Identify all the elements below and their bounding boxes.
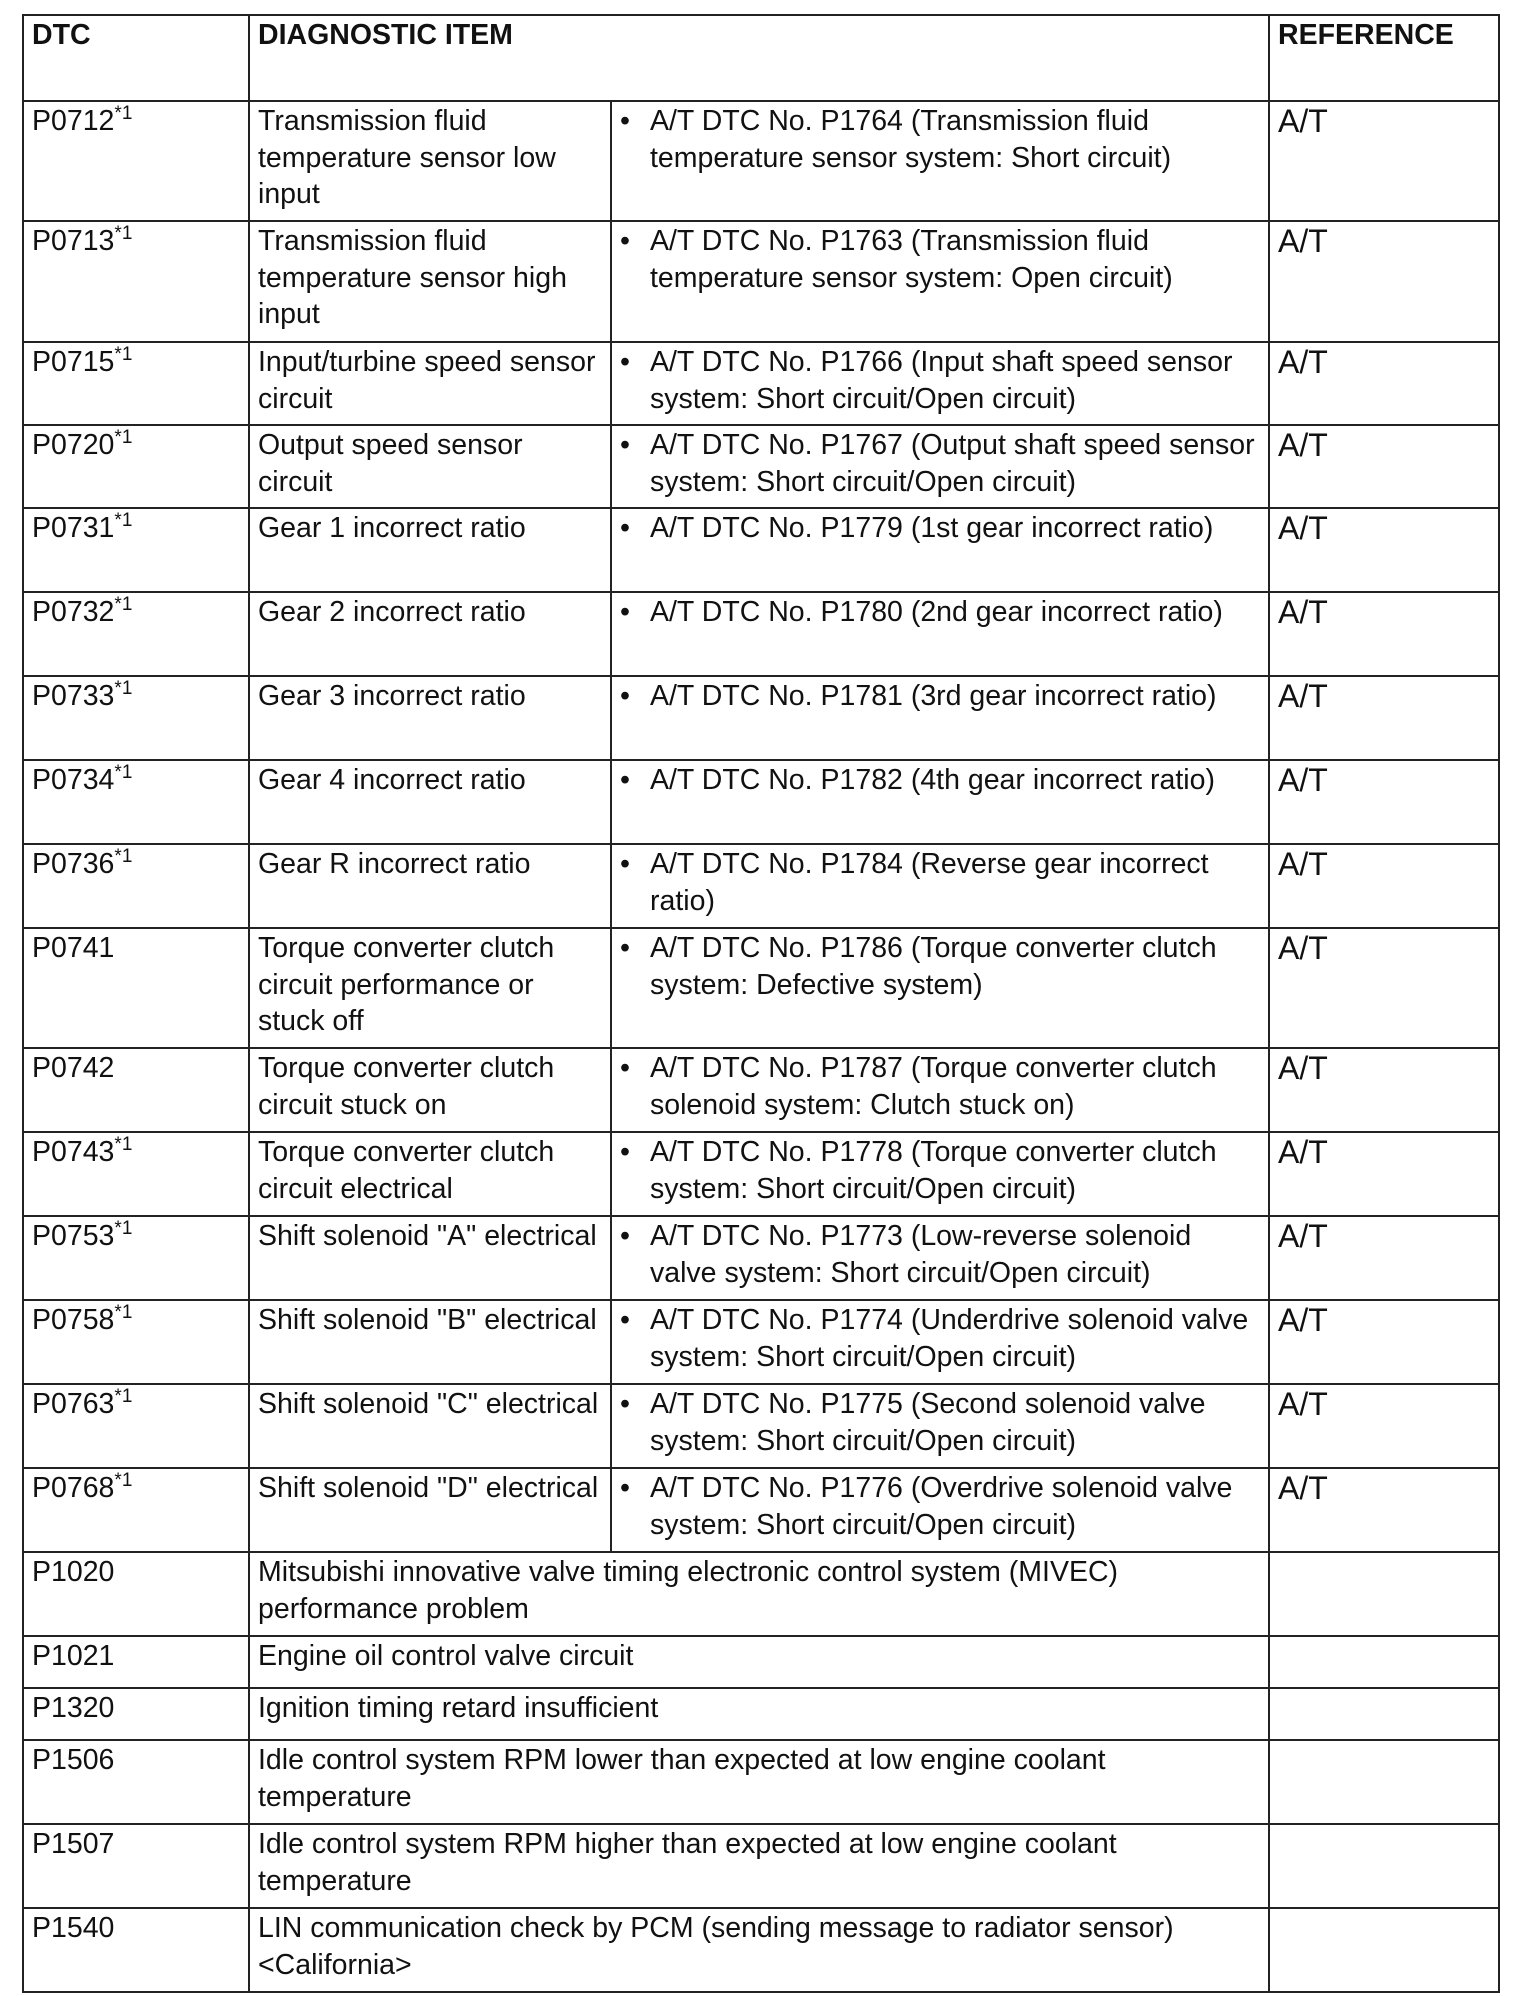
at-dtc-detail: A/T DTC No. P1763 (Transmission fluid temperature sensor system: Open circuit): [650, 225, 1173, 294]
table-row: [23, 425, 1499, 508]
dtc-code-cell: [23, 1908, 249, 1992]
dtc-code-cell: [23, 342, 249, 425]
diagnostic-item-cell: Ignition timing retard insufficient: [249, 1688, 1269, 1740]
table-row: [23, 760, 1499, 844]
reference-value: A/T: [1278, 223, 1328, 259]
footnote-marker: *1: [114, 1134, 133, 1155]
dtc-code: P0742: [32, 1052, 115, 1084]
dtc-code: P0733: [32, 680, 115, 712]
reference-cell: [1269, 221, 1499, 342]
footnote-marker: *1: [114, 594, 133, 615]
reference-cell: [1269, 508, 1499, 592]
reference-value: A/T: [1278, 427, 1328, 463]
reference-cell: [1269, 1824, 1499, 1908]
reference-cell: [1269, 1384, 1499, 1468]
reference-value: A/T: [1278, 103, 1328, 139]
at-dtc-detail: A/T DTC No. P1776 (Overdrive solenoid valve system: Short circuit/Open circuit): [650, 1472, 1233, 1541]
bullet-line: [620, 427, 1260, 500]
dtc-code: P1320: [32, 1692, 115, 1724]
at-dtc-detail: A/T DTC No. P1774 (Underdrive solenoid valve system: Short circuit/Open circuit): [650, 1304, 1249, 1373]
reference-value: A/T: [1278, 1134, 1328, 1170]
bullet-line: [620, 344, 1260, 417]
dtc-code-cell: [23, 676, 249, 760]
reference-cell: [1269, 1300, 1499, 1384]
bullet-icon: •: [620, 932, 630, 964]
dtc-code-cell: [23, 508, 249, 592]
dtc-code: P1021: [32, 1640, 115, 1672]
dtc-code: P0753: [32, 1220, 115, 1252]
reference-cell: [1269, 928, 1499, 1048]
footnote-marker: *1: [114, 846, 133, 867]
diagnostic-item-cell: Gear R incorrect ratio: [249, 844, 611, 928]
bullet-line: [620, 1134, 1260, 1207]
table-row: [23, 1552, 1499, 1636]
footnote-marker: *1: [114, 1386, 133, 1407]
bullet-line: [620, 762, 1260, 799]
at-dtc-detail: A/T DTC No. P1787 (Torque converter clutch solenoid system: Clutch stuck on): [650, 1052, 1217, 1121]
at-dtc-detail-cell: [611, 1300, 1269, 1384]
footnote-marker: *1: [114, 1470, 133, 1491]
reference-value: A/T: [1278, 930, 1328, 966]
reference-cell: [1269, 844, 1499, 928]
bullet-icon: •: [620, 1220, 630, 1252]
reference-value: A/T: [1278, 594, 1328, 630]
footnote-marker: *1: [114, 762, 133, 783]
reference-value: A/T: [1278, 1218, 1328, 1254]
reference-value: A/T: [1278, 762, 1328, 798]
footnote-marker: *1: [114, 223, 133, 244]
reference-cell: [1269, 1216, 1499, 1300]
bullet-line: [620, 1470, 1260, 1543]
dtc-code-cell: [23, 1132, 249, 1216]
table-row: [23, 1216, 1499, 1300]
dtc-code-cell: [23, 1688, 249, 1740]
dtc-code-cell: [23, 1300, 249, 1384]
at-dtc-detail-cell: [611, 508, 1269, 592]
diagnostic-item-cell: Engine oil control valve circuit: [249, 1636, 1269, 1688]
dtc-code-cell: [23, 1740, 249, 1824]
reference-cell: [1269, 1908, 1499, 1992]
dtc-code-cell: [23, 1552, 249, 1636]
table-row: [23, 342, 1499, 425]
at-dtc-detail: A/T DTC No. P1767 (Output shaft speed sensor system: Short circuit/Open circuit): [650, 429, 1255, 498]
reference-cell: [1269, 1552, 1499, 1636]
diagnostic-item-cell: Gear 4 incorrect ratio: [249, 760, 611, 844]
at-dtc-detail: A/T DTC No. P1786 (Torque converter clutch system: Defective system): [650, 932, 1217, 1001]
at-dtc-detail: A/T DTC No. P1782 (4th gear incorrect ratio): [650, 764, 1215, 796]
table-row: [23, 101, 1499, 221]
diagnostic-item-cell: Shift solenoid "A" electrical: [249, 1216, 611, 1300]
bullet-line: [620, 846, 1260, 919]
at-dtc-detail: A/T DTC No. P1778 (Torque converter clutch system: Short circuit/Open circuit): [650, 1136, 1217, 1205]
at-dtc-detail: A/T DTC No. P1781 (3rd gear incorrect ratio): [650, 680, 1217, 712]
footnote-marker: *1: [114, 427, 133, 448]
diagnostic-item-cell: Output speed sensor circuit: [249, 425, 611, 508]
diagnostic-item-cell: Torque converter clutch circuit performance or stuck off: [249, 928, 611, 1048]
at-dtc-detail-cell: [611, 1468, 1269, 1552]
dtc-code-cell: [23, 1216, 249, 1300]
at-dtc-detail-cell: [611, 342, 1269, 425]
at-dtc-detail: A/T DTC No. P1780 (2nd gear incorrect ratio): [650, 596, 1223, 628]
footnote-marker: *1: [114, 344, 133, 365]
table-row: [23, 1300, 1499, 1384]
bullet-icon: •: [620, 225, 630, 257]
dtc-code-cell: [23, 425, 249, 508]
header-dtc: DTC: [23, 15, 249, 101]
dtc-code-cell: [23, 221, 249, 342]
at-dtc-detail-cell: [611, 760, 1269, 844]
reference-cell: [1269, 1468, 1499, 1552]
dtc-code: P0763: [32, 1388, 115, 1420]
at-dtc-detail: A/T DTC No. P1775 (Second solenoid valve system: Short circuit/Open circuit): [650, 1388, 1206, 1457]
at-dtc-detail-cell: [611, 592, 1269, 676]
bullet-line: [620, 1386, 1260, 1459]
at-dtc-detail-cell: [611, 676, 1269, 760]
dtc-code: P0736: [32, 848, 115, 880]
dtc-code-cell: [23, 1824, 249, 1908]
bullet-icon: •: [620, 512, 630, 544]
at-dtc-detail-cell: [611, 101, 1269, 221]
bullet-line: [620, 223, 1260, 296]
table-row: [23, 1636, 1499, 1688]
reference-value: A/T: [1278, 1302, 1328, 1338]
at-dtc-detail: A/T DTC No. P1766 (Input shaft speed sensor system: Short circuit/Open circuit): [650, 346, 1233, 415]
dtc-code-cell: [23, 1636, 249, 1688]
reference-cell: [1269, 101, 1499, 221]
reference-value: A/T: [1278, 1470, 1328, 1506]
bullet-icon: •: [620, 848, 630, 880]
table-row: [23, 508, 1499, 592]
bullet-icon: •: [620, 429, 630, 461]
diagnostic-item-cell: Shift solenoid "D" electrical: [249, 1468, 611, 1552]
at-dtc-detail: A/T DTC No. P1784 (Reverse gear incorrect ratio): [650, 848, 1209, 917]
dtc-code: P1540: [32, 1912, 115, 1944]
dtc-code: P0731: [32, 512, 115, 544]
dtc-code: P0715: [32, 346, 115, 378]
diagnostic-item-cell: Gear 3 incorrect ratio: [249, 676, 611, 760]
diagnostic-item-cell: Torque converter clutch circuit electrical: [249, 1132, 611, 1216]
diagnostic-item-cell: Gear 2 incorrect ratio: [249, 592, 611, 676]
diagnostic-item-cell: Shift solenoid "B" electrical: [249, 1300, 611, 1384]
bullet-icon: •: [620, 1136, 630, 1168]
reference-cell: [1269, 1048, 1499, 1132]
dtc-code-cell: [23, 760, 249, 844]
at-dtc-detail-cell: [611, 1216, 1269, 1300]
diagnostic-item-cell: Transmission fluid temperature sensor low input: [249, 101, 611, 221]
bullet-line: [620, 1050, 1260, 1123]
reference-cell: [1269, 342, 1499, 425]
dtc-table: [22, 14, 1500, 1993]
reference-cell: [1269, 676, 1499, 760]
dtc-code: P1020: [32, 1556, 115, 1588]
footnote-marker: *1: [114, 678, 133, 699]
dtc-code: P1507: [32, 1828, 115, 1860]
at-dtc-detail-cell: [611, 425, 1269, 508]
reference-cell: [1269, 1636, 1499, 1688]
dtc-code-cell: [23, 1468, 249, 1552]
reference-cell: [1269, 1688, 1499, 1740]
table-row: [23, 592, 1499, 676]
diagnostic-item-cell: Input/turbine speed sensor circuit: [249, 342, 611, 425]
at-dtc-detail: A/T DTC No. P1773 (Low-reverse solenoid valve system: Short circuit/Open circuit): [650, 1220, 1192, 1289]
dtc-code: P0758: [32, 1304, 115, 1336]
header-row: [23, 15, 1499, 101]
bullet-icon: •: [620, 1472, 630, 1504]
footnote-marker: *1: [114, 103, 133, 124]
bullet-icon: •: [620, 1304, 630, 1336]
diagnostic-item-cell: Idle control system RPM higher than expected at low engine coolant temperature: [249, 1824, 1269, 1908]
dtc-code-cell: [23, 844, 249, 928]
table-row: [23, 1048, 1499, 1132]
table-row: [23, 1468, 1499, 1552]
at-dtc-detail: A/T DTC No. P1779 (1st gear incorrect ratio): [650, 512, 1214, 544]
footnote-marker: *1: [114, 1218, 133, 1239]
dtc-code: P0743: [32, 1136, 115, 1168]
bullet-icon: •: [620, 1052, 630, 1084]
bullet-icon: •: [620, 105, 630, 137]
dtc-code: P0768: [32, 1472, 115, 1504]
bullet-icon: •: [620, 346, 630, 378]
reference-cell: [1269, 425, 1499, 508]
dtc-code: P0732: [32, 596, 115, 628]
table-row: [23, 1824, 1499, 1908]
reference-cell: [1269, 1132, 1499, 1216]
dtc-code-cell: [23, 101, 249, 221]
diagnostic-item-cell: Transmission fluid temperature sensor high input: [249, 221, 611, 342]
bullet-icon: •: [620, 680, 630, 712]
diagnostic-item-cell: Gear 1 incorrect ratio: [249, 508, 611, 592]
reference-value: A/T: [1278, 1050, 1328, 1086]
table-row: [23, 928, 1499, 1048]
table-row: [23, 1384, 1499, 1468]
bullet-line: [620, 594, 1260, 631]
at-dtc-detail-cell: [611, 1132, 1269, 1216]
table-row: [23, 676, 1499, 760]
dtc-code: P0720: [32, 429, 115, 461]
at-dtc-detail: A/T DTC No. P1764 (Transmission fluid temperature sensor system: Short circuit): [650, 105, 1172, 174]
bullet-line: [620, 103, 1260, 176]
dtc-code: P0712: [32, 105, 115, 137]
dtc-code: P0741: [32, 932, 115, 964]
reference-cell: [1269, 592, 1499, 676]
at-dtc-detail-cell: [611, 221, 1269, 342]
dtc-code: P0734: [32, 764, 115, 796]
table-row: [23, 844, 1499, 928]
diagnostic-item-cell: LIN communication check by PCM (sending message to radiator sensor) <California>: [249, 1908, 1269, 1992]
table-row: [23, 1740, 1499, 1824]
header-reference: REFERENCE: [1269, 15, 1499, 101]
at-dtc-detail-cell: [611, 844, 1269, 928]
at-dtc-detail-cell: [611, 928, 1269, 1048]
footnote-marker: *1: [114, 510, 133, 531]
dtc-code-cell: [23, 1048, 249, 1132]
dtc-code-cell: [23, 592, 249, 676]
at-dtc-detail-cell: [611, 1384, 1269, 1468]
dtc-code-cell: [23, 928, 249, 1048]
bullet-line: [620, 1302, 1260, 1375]
table-row: [23, 1908, 1499, 1992]
bullet-line: [620, 678, 1260, 715]
table-row: [23, 1688, 1499, 1740]
dtc-code: P0713: [32, 225, 115, 257]
reference-cell: [1269, 1740, 1499, 1824]
table-row: [23, 1132, 1499, 1216]
reference-value: A/T: [1278, 344, 1328, 380]
bullet-icon: •: [620, 764, 630, 796]
reference-value: A/T: [1278, 846, 1328, 882]
footnote-marker: *1: [114, 1302, 133, 1323]
table-row: [23, 221, 1499, 342]
diagnostic-item-cell: Idle control system RPM lower than expected at low engine coolant temperature: [249, 1740, 1269, 1824]
bullet-icon: •: [620, 1388, 630, 1420]
bullet-line: [620, 510, 1260, 547]
at-dtc-detail-cell: [611, 1048, 1269, 1132]
diagnostic-item-cell: Shift solenoid "C" electrical: [249, 1384, 611, 1468]
diagnostic-item-cell: Mitsubishi innovative valve timing electronic control system (MIVEC) performance problem: [249, 1552, 1269, 1636]
reference-value: A/T: [1278, 1386, 1328, 1422]
bullet-line: [620, 930, 1260, 1003]
diagnostic-item-cell: Torque converter clutch circuit stuck on: [249, 1048, 611, 1132]
reference-value: A/T: [1278, 510, 1328, 546]
bullet-icon: •: [620, 596, 630, 628]
reference-cell: [1269, 760, 1499, 844]
header-diagnostic-item: DIAGNOSTIC ITEM: [249, 15, 1269, 101]
dtc-code-cell: [23, 1384, 249, 1468]
dtc-code: P1506: [32, 1744, 115, 1776]
bullet-line: [620, 1218, 1260, 1291]
reference-value: A/T: [1278, 678, 1328, 714]
